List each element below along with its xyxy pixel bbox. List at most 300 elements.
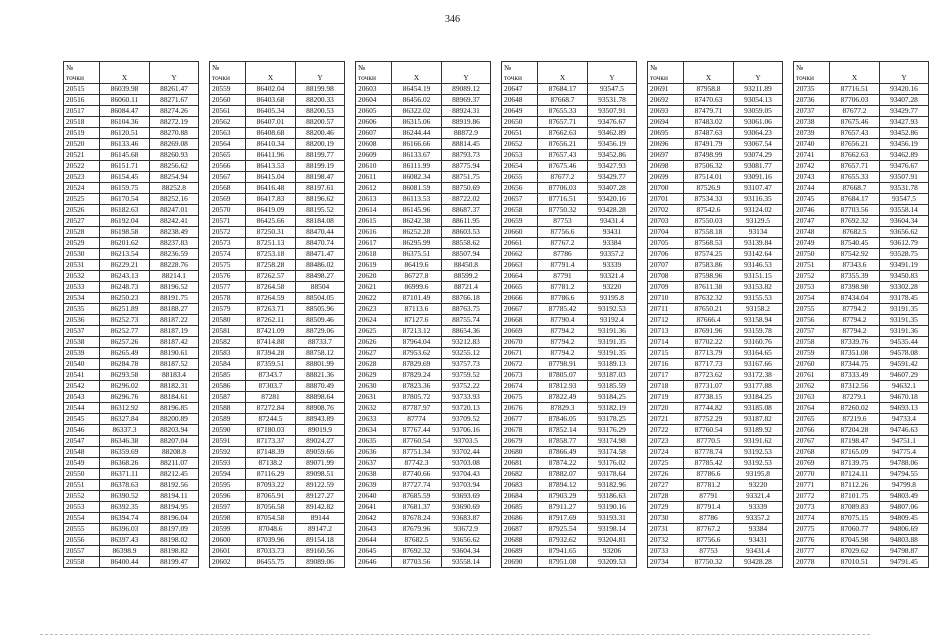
point-number-cell: 20723 [648, 436, 684, 447]
point-number-cell: 20680 [502, 447, 538, 458]
table-row [356, 117, 491, 128]
table-header-row [648, 62, 783, 84]
x-header: X [392, 62, 442, 84]
table-row [502, 260, 637, 271]
x-coordinate-cell: 86368.26 [100, 458, 150, 469]
point-number-cell: 20534 [64, 293, 100, 304]
y-coordinate-cell: 93683.87 [442, 513, 491, 524]
table-row [794, 370, 929, 381]
point-number-cell: 20612 [356, 183, 392, 194]
y-coordinate-cell: 88211.07 [150, 458, 199, 469]
x-coordinate-cell: 86394.74 [100, 513, 150, 524]
x-coordinate-cell: 87359.51 [246, 359, 296, 370]
table-row [648, 469, 783, 480]
point-label: точки [212, 73, 230, 82]
table-row [210, 304, 345, 315]
y-coordinate-cell: 89089.06 [296, 557, 345, 568]
y-coordinate-cell: 93146.53 [734, 260, 783, 271]
point-number-cell: 20731 [648, 524, 684, 535]
x-coordinate-cell: 86244.44 [392, 128, 442, 139]
table-row [502, 95, 637, 106]
point-number-cell: 20630 [356, 381, 392, 392]
table-row [794, 480, 929, 491]
table-row [210, 227, 345, 238]
point-number-cell: 20751 [794, 260, 830, 271]
y-coordinate-cell: 88252.16 [150, 194, 199, 205]
x-coordinate-cell: 87740.66 [392, 469, 442, 480]
x-coordinate-cell: 87165.09 [830, 447, 880, 458]
y-coordinate-cell: 88505.96 [296, 304, 345, 315]
x-coordinate-cell: 87343.7 [246, 370, 296, 381]
y-coordinate-cell: 88184.08 [296, 216, 345, 227]
table-row [210, 480, 345, 491]
point-number-cell: 20725 [648, 458, 684, 469]
table-row [794, 150, 929, 161]
point-number-cell: 20671 [502, 348, 538, 359]
point-number-cell: 20651 [502, 128, 538, 139]
y-coordinate-cell: 93174.58 [588, 447, 637, 458]
point-number-cell: 20553 [64, 502, 100, 513]
x-coordinate-cell: 87791.4 [684, 502, 734, 513]
y-coordinate-cell: 93693.69 [442, 491, 491, 502]
table-row [356, 491, 491, 502]
y-coordinate-cell: 88191.75 [150, 293, 199, 304]
point-number-cell: 20611 [356, 172, 392, 183]
y-coordinate-cell: 88214.1 [150, 271, 199, 282]
point-number-cell: 20637 [356, 458, 392, 469]
x-coordinate-cell: 87244.5 [246, 414, 296, 425]
table-row [356, 326, 491, 337]
point-label: точки [796, 73, 814, 82]
point-number-cell: 20647 [502, 84, 538, 95]
point-number-cell: 20569 [210, 194, 246, 205]
table-row [794, 260, 929, 271]
x-coordinate-cell: 86252.28 [392, 227, 442, 238]
y-coordinate-cell: 93407.28 [880, 95, 929, 106]
y-coordinate-cell: 88751.75 [442, 172, 491, 183]
y-coordinate-cell: 93531.78 [880, 183, 929, 194]
y-coordinate-cell: 88200.46 [296, 128, 345, 139]
y-coordinate-cell: 89154.18 [296, 535, 345, 546]
point-number-cell: 20540 [64, 359, 100, 370]
point-number-cell: 20753 [794, 282, 830, 293]
x-coordinate-cell: 87964.04 [392, 337, 442, 348]
point-number-cell: 20520 [64, 139, 100, 150]
x-coordinate-cell: 87756.6 [538, 227, 588, 238]
table-row [794, 469, 929, 480]
table-row [210, 172, 345, 183]
table-row [648, 260, 783, 271]
y-coordinate-cell: 93142.64 [734, 249, 783, 260]
y-coordinate-cell: 88599.2 [442, 271, 491, 282]
y-coordinate-cell: 88196.62 [296, 194, 345, 205]
point-number-cell: 20518 [64, 117, 100, 128]
x-coordinate-cell: 87045.98 [830, 535, 880, 546]
table-row [210, 447, 345, 458]
x-coordinate-cell: 87173.37 [246, 436, 296, 447]
y-coordinate-cell: 93384 [588, 238, 637, 249]
table-row [356, 205, 491, 216]
point-number-cell: 20554 [64, 513, 100, 524]
table-row [794, 315, 929, 326]
y-coordinate-cell: 93656.62 [880, 227, 929, 238]
table-row [794, 271, 929, 282]
y-coordinate-cell: 93107.47 [734, 183, 783, 194]
y-coordinate-cell: 93431 [588, 227, 637, 238]
y-coordinate-cell: 93191.35 [880, 315, 929, 326]
x-coordinate-cell: 86400.44 [100, 557, 150, 568]
y-header: Y [880, 62, 929, 84]
x-coordinate-cell: 86133.67 [392, 150, 442, 161]
x-coordinate-cell: 86151.71 [100, 161, 150, 172]
table-row [210, 150, 345, 161]
point-number-cell: 20617 [356, 238, 392, 249]
table-row [210, 381, 345, 392]
x-coordinate-cell: 87684.17 [538, 84, 588, 95]
table-row [64, 502, 199, 513]
y-coordinate-cell: 93191.36 [880, 326, 929, 337]
point-number-cell: 20641 [356, 502, 392, 513]
point-number-cell: 20772 [794, 491, 830, 502]
point-number-cell: 20693 [648, 106, 684, 117]
point-number-cell: 20767 [794, 436, 830, 447]
y-coordinate-cell: 93176.02 [588, 458, 637, 469]
table-row [502, 458, 637, 469]
y-coordinate-cell: 88196.85 [150, 403, 199, 414]
point-number-cell: 20688 [502, 535, 538, 546]
table-row [210, 337, 345, 348]
point-number-cell: 20614 [356, 205, 392, 216]
x-coordinate-cell: 87713.79 [684, 348, 734, 359]
y-coordinate-cell: 93491.19 [880, 260, 929, 271]
y-coordinate-cell: 93155.53 [734, 293, 783, 304]
y-coordinate-cell: 88207.04 [150, 436, 199, 447]
point-number-cell: 20758 [794, 337, 830, 348]
x-coordinate-cell: 87727.74 [392, 480, 442, 491]
x-coordinate-cell: 86411.96 [246, 150, 296, 161]
table-row [502, 557, 637, 568]
y-coordinate-cell: 93191.62 [734, 436, 783, 447]
y-coordinate-cell: 93129.5 [734, 216, 783, 227]
y-coordinate-cell: 94809.45 [880, 513, 929, 524]
x-coordinate-cell: 87598.96 [684, 271, 734, 282]
y-coordinate-cell: 93547.5 [588, 84, 637, 95]
table-row [64, 513, 199, 524]
x-coordinate-cell: 87794.2 [830, 326, 880, 337]
x-coordinate-cell: 87264.59 [246, 293, 296, 304]
point-number-cell: 20595 [210, 480, 246, 491]
point-number-cell: 20631 [356, 392, 392, 403]
y-coordinate-cell: 94788.06 [880, 458, 929, 469]
x-coordinate-cell: 87723.62 [684, 370, 734, 381]
y-coordinate-cell: 93704.43 [442, 469, 491, 480]
x-coordinate-cell: 87751.34 [392, 447, 442, 458]
point-number-cell: 20564 [210, 139, 246, 150]
y-coordinate-cell: 88504 [296, 282, 345, 293]
x-coordinate-cell: 87774 [392, 414, 442, 425]
x-coordinate-cell: 87675.46 [538, 161, 588, 172]
x-coordinate-cell: 87781.2 [538, 282, 588, 293]
x-coordinate-cell: 87767.2 [684, 524, 734, 535]
table-row [502, 227, 637, 238]
table-row [648, 84, 783, 95]
x-coordinate-cell: 87753 [538, 216, 588, 227]
y-coordinate-cell: 88775.94 [442, 161, 491, 172]
table-row [356, 95, 491, 106]
x-coordinate-cell: 86120.51 [100, 128, 150, 139]
point-number-cell: 20646 [356, 557, 392, 568]
point-number-cell: 20676 [502, 403, 538, 414]
point-number-cell: 20763 [794, 392, 830, 403]
point-number-cell: 20658 [502, 205, 538, 216]
x-coordinate-cell: 87434.04 [830, 293, 880, 304]
x-coordinate-cell: 87925.54 [538, 524, 588, 535]
table-row [210, 315, 345, 326]
table-row [64, 150, 199, 161]
coordinates-table-4 [501, 61, 637, 568]
x-coordinate-cell: 87791 [538, 271, 588, 282]
point-number-cell: 20561 [210, 106, 246, 117]
x-coordinate-cell: 87127.6 [392, 315, 442, 326]
x-coordinate-cell: 87781.2 [684, 480, 734, 491]
y-coordinate-cell: 94806.69 [880, 524, 929, 535]
x-coordinate-cell: 86060.11 [100, 95, 150, 106]
y-coordinate-cell: 88908.76 [296, 403, 345, 414]
y-coordinate-cell: 88208.8 [150, 447, 199, 458]
table-row [794, 293, 929, 304]
x-coordinate-cell: 87113.6 [392, 304, 442, 315]
x-coordinate-cell: 87778.74 [684, 447, 734, 458]
y-coordinate-cell: 93220 [734, 480, 783, 491]
x-coordinate-cell: 87716.51 [538, 194, 588, 205]
x-coordinate-cell: 87056.58 [246, 502, 296, 513]
table-row [210, 249, 345, 260]
x-coordinate-cell: 87742.3 [392, 458, 442, 469]
x-coordinate-cell: 87657.71 [830, 161, 880, 172]
table-row [648, 458, 783, 469]
table-row [64, 546, 199, 557]
x-header: X [100, 62, 150, 84]
y-coordinate-cell: 88733.7 [296, 337, 345, 348]
y-coordinate-cell: 88187.22 [150, 315, 199, 326]
point-number-cell: 20598 [210, 513, 246, 524]
table-row [502, 139, 637, 150]
table-row [648, 183, 783, 194]
x-coordinate-cell: 87805.72 [392, 392, 442, 403]
table-row [502, 392, 637, 403]
y-coordinate-cell: 93190.16 [588, 502, 637, 513]
point-number-cell: 20701 [648, 194, 684, 205]
point-number-cell: 20692 [648, 95, 684, 106]
point-number-cell: 20531 [64, 260, 100, 271]
y-coordinate-cell: 88200.57 [296, 117, 345, 128]
point-number-cell: 20663 [502, 260, 538, 271]
y-coordinate-cell: 93172.38 [734, 370, 783, 381]
x-coordinate-cell: 86084.47 [100, 106, 150, 117]
point-number-cell: 20643 [356, 524, 392, 535]
y-coordinate-cell: 88203.94 [150, 425, 199, 436]
y-coordinate-cell: 93191.35 [880, 304, 929, 315]
x-coordinate-cell: 87213.12 [392, 326, 442, 337]
point-number-cell: 20536 [64, 315, 100, 326]
y-coordinate-cell: 93091.16 [734, 172, 783, 183]
x-coordinate-cell: 86296.76 [100, 392, 150, 403]
y-coordinate-cell: 93174.98 [588, 436, 637, 447]
table-row [210, 139, 345, 150]
point-number-cell: 20728 [648, 491, 684, 502]
table-row [64, 403, 199, 414]
point-number-cell: 20600 [210, 535, 246, 546]
coordinates-table-1 [63, 61, 199, 568]
x-coordinate-cell: 86999.6 [392, 282, 442, 293]
point-number-cell: 20535 [64, 304, 100, 315]
x-coordinate-cell: 87829.24 [392, 370, 442, 381]
point-number-header [648, 62, 684, 84]
y-coordinate-cell: 93384 [734, 524, 783, 535]
y-coordinate-cell: 93407.28 [588, 183, 637, 194]
point-number-cell: 20591 [210, 436, 246, 447]
y-coordinate-cell: 93067.54 [734, 139, 783, 150]
x-coordinate-cell: 87054.58 [246, 513, 296, 524]
table-row [648, 491, 783, 502]
y-coordinate-cell: 93220 [588, 282, 637, 293]
x-coordinate-cell: 86397.43 [100, 535, 150, 546]
table-row [64, 315, 199, 326]
x-coordinate-cell: 86455.75 [246, 557, 296, 568]
table-row [502, 535, 637, 546]
y-coordinate-cell: 93176.29 [588, 425, 637, 436]
y-coordinate-cell: 93195.8 [588, 293, 637, 304]
point-number-cell: 20610 [356, 161, 392, 172]
point-number-cell: 20599 [210, 524, 246, 535]
point-number-cell: 20765 [794, 414, 830, 425]
x-coordinate-cell: 86293.58 [100, 370, 150, 381]
table-row [210, 557, 345, 568]
x-coordinate-cell: 87679.96 [392, 524, 442, 535]
table-row [356, 425, 491, 436]
y-coordinate-cell: 94607.29 [880, 370, 929, 381]
table-row [648, 128, 783, 139]
y-coordinate-cell: 88187.42 [150, 337, 199, 348]
y-coordinate-cell: 88237.83 [150, 238, 199, 249]
table-row [210, 524, 345, 535]
y-coordinate-cell: 93134 [734, 227, 783, 238]
table-row [356, 447, 491, 458]
x-coordinate-cell: 87101.75 [830, 491, 880, 502]
table-row [502, 337, 637, 348]
point-number-cell: 20721 [648, 414, 684, 425]
table-row [648, 557, 783, 568]
x-coordinate-cell: 87791.4 [538, 260, 588, 271]
y-coordinate-cell: 88194.95 [150, 502, 199, 513]
point-number-cell: 20745 [794, 194, 830, 205]
table-row [794, 282, 929, 293]
point-number-cell: 20673 [502, 370, 538, 381]
y-coordinate-cell: 88611.95 [442, 216, 491, 227]
y-coordinate-cell: 93191.36 [588, 326, 637, 337]
y-coordinate-cell: 88687.37 [442, 205, 491, 216]
point-number-cell: 20548 [64, 447, 100, 458]
x-coordinate-cell: 87958.8 [684, 84, 734, 95]
y-coordinate-cell: 93198.14 [588, 524, 637, 535]
x-coordinate-cell: 87534.33 [684, 194, 734, 205]
point-number-cell: 20571 [210, 216, 246, 227]
y-coordinate-cell: 93420.16 [588, 194, 637, 205]
table-header-row [356, 62, 491, 84]
x-coordinate-cell: 86145.96 [392, 205, 442, 216]
table-row [210, 436, 345, 447]
x-coordinate-cell: 87756.6 [684, 535, 734, 546]
y-coordinate-cell: 88199.77 [296, 150, 345, 161]
x-coordinate-cell: 87678.24 [392, 513, 442, 524]
y-coordinate-cell: 93116.35 [734, 194, 783, 205]
table-row [502, 293, 637, 304]
y-coordinate-cell: 93427.93 [588, 161, 637, 172]
y-coordinate-cell: 93191.35 [588, 337, 637, 348]
x-coordinate-cell: 87089.83 [830, 502, 880, 513]
point-number-cell: 20713 [648, 326, 684, 337]
point-number-cell: 20528 [64, 227, 100, 238]
point-number-cell: 20735 [794, 84, 830, 95]
point-number-cell: 20748 [794, 227, 830, 238]
y-coordinate-cell: 93558.14 [880, 205, 929, 216]
point-number-cell: 20661 [502, 238, 538, 249]
point-number-cell: 20587 [210, 392, 246, 403]
x-coordinate-cell: 87656.21 [830, 139, 880, 150]
y-coordinate-cell: 88498.27 [296, 271, 345, 282]
x-coordinate-cell: 87716.51 [830, 84, 880, 95]
x-coordinate-cell: 87786.6 [684, 469, 734, 480]
table-row [356, 502, 491, 513]
table-row [64, 216, 199, 227]
y-coordinate-cell: 93184.25 [734, 392, 783, 403]
y-coordinate-cell: 93558.14 [442, 557, 491, 568]
table-row [502, 326, 637, 337]
point-number-cell: 20608 [356, 139, 392, 150]
point-number-cell: 20679 [502, 436, 538, 447]
table-row [648, 524, 783, 535]
table-row [502, 414, 637, 425]
table-row [64, 392, 199, 403]
table-row [64, 304, 199, 315]
table-row [210, 370, 345, 381]
y-coordinate-cell: 88198.47 [296, 172, 345, 183]
table-row [64, 414, 199, 425]
point-number-cell: 20541 [64, 370, 100, 381]
table-row [210, 183, 345, 194]
point-number-cell: 20602 [210, 557, 246, 568]
point-number-cell: 20654 [502, 161, 538, 172]
table-row [210, 359, 345, 370]
point-number-cell: 20755 [794, 304, 830, 315]
table-row [502, 128, 637, 139]
point-number-cell: 20588 [210, 403, 246, 414]
y-coordinate-cell: 89024.27 [296, 436, 345, 447]
y-coordinate-cell: 88183.4 [150, 370, 199, 381]
point-number-cell: 20762 [794, 381, 830, 392]
y-coordinate-cell: 88200.53 [296, 106, 345, 117]
y-coordinate-cell: 88188.27 [150, 304, 199, 315]
y-header: Y [734, 62, 783, 84]
y-coordinate-cell: 93186.63 [588, 491, 637, 502]
table-row [356, 535, 491, 546]
x-coordinate-cell: 87491.79 [684, 139, 734, 150]
table-row [648, 381, 783, 392]
y-coordinate-cell: 93204.81 [588, 535, 637, 546]
table-row [794, 337, 929, 348]
y-coordinate-cell: 88870.49 [296, 381, 345, 392]
table-row [356, 381, 491, 392]
